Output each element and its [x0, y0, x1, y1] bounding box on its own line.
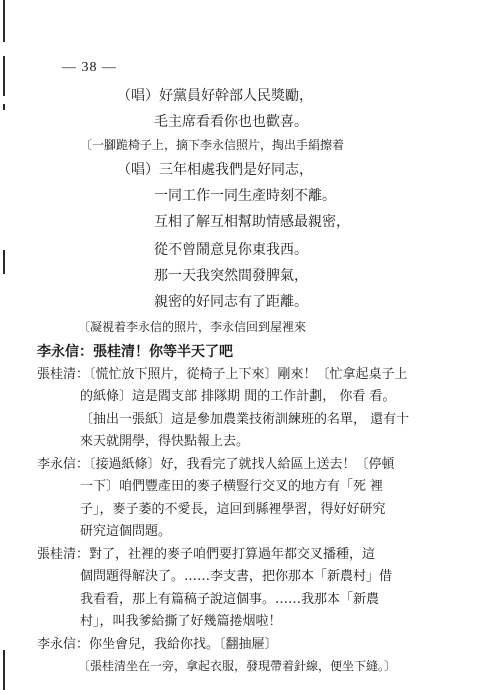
dialogue-line: 個問題得解決了。……李支書，把你那本「新農村」借 [80, 569, 393, 584]
stage-direction: 〔一腳跪椅子上，摘下李永信照片，掏出手絹擦着 [80, 138, 345, 152]
dialogue-line: 子」，麥子萎的不愛長，這回到縣裡學習，得好好研究 [80, 502, 386, 517]
left-edge-mark [3, 56, 5, 96]
dialogue-line: 來天就開學，得快點報上去。 [80, 434, 250, 449]
dialogue-line: 張桂清：對了，社裡的麥子咱們要打算過年都交叉播種，這 [37, 547, 376, 562]
dialogue-line: 的紙條〕這是閻支部 排隊期 閒的工作計劃， 你看 看。 [80, 389, 396, 404]
page-number: — 38 — [62, 60, 117, 75]
lyric-line: 親密的好同志有了距離。 [154, 294, 308, 310]
lyric-line: 一同工作一同生產時刻不離。 [154, 188, 336, 204]
dialogue-line: 〔抽出一張紙〕這是參加農業技術訓練班的名單， 還有十 [80, 412, 410, 427]
left-edge-mark [3, 104, 5, 110]
stage-direction: 〔凝視着李永信的照片，李永信回到屋裡來 [78, 320, 307, 334]
dialogue-line: 張桂清：〔慌忙放下照片，從椅子上下來〕剛來！〔忙拿起桌子上 [37, 367, 408, 382]
lyric-line: 那一天我突然間發脾氣， [154, 268, 308, 284]
dialogue-line: 一下〕咱們豐產田的麥子横豎行交叉的地方有「死 裡 [80, 479, 384, 494]
dialogue-line: 李永信：〔接過紙條〕好，我看完了就找人給區上送去！〔停頓 [37, 457, 395, 472]
dialogue-line: 研究這個問題。 [80, 524, 172, 539]
stage-direction: 〔張桂清坐在一旁，拿起衣服，發現帶着針線，便坐下縫。〕 [78, 659, 397, 673]
lyric-line: 毛主席看看你也也歡喜。 [154, 114, 308, 130]
lyric-line: （唱）好黨員好幹部人民獎勵， [117, 88, 313, 104]
left-edge-mark [3, 250, 5, 274]
dialogue-line: 村」，叫我爹給撕了好幾篇捲烟啦！ [80, 614, 282, 629]
lyric-line: （唱）三年相處我們是好同志， [117, 162, 313, 178]
left-edge-mark [3, 650, 5, 690]
lyric-line: 互相了解互相幫助情感最親密， [154, 214, 350, 230]
dialogue-line: 李永信：張桂清！你等半天了吧 [37, 344, 233, 360]
dialogue-line: 我看看，那上有篇稿子說這個事。……我那本「新農 [80, 592, 380, 607]
dialogue-line: 李永信：你坐會兒，我給你找。〔翻抽屜〕 [37, 637, 278, 652]
lyric-line: 從不曾鬧意見你東我西。 [154, 242, 308, 258]
left-edge-mark [3, 0, 5, 42]
